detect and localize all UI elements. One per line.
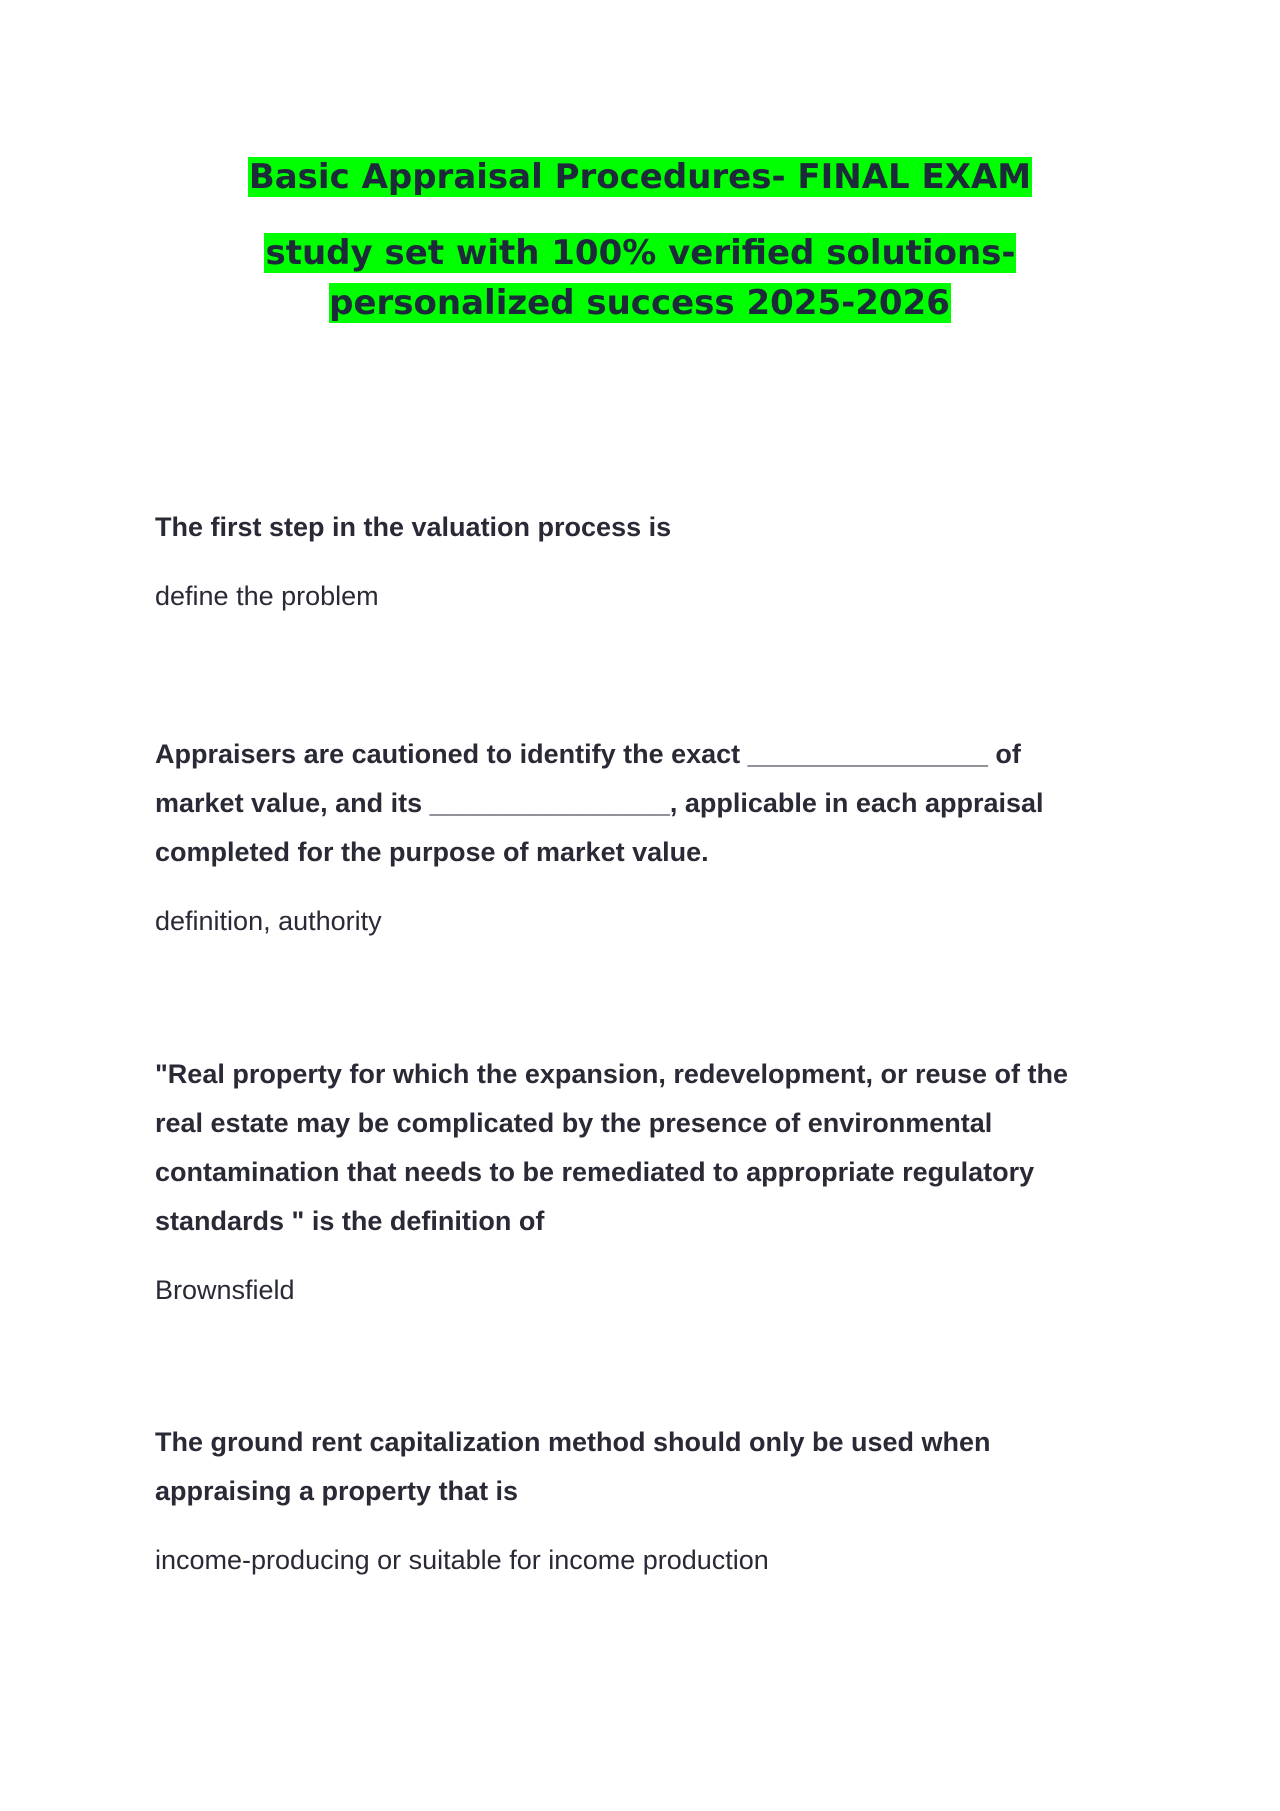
document-title-text: Basic Appraisal Procedures- FINAL EXAM <box>248 157 1032 197</box>
qa-item-3 <box>155 1050 1115 1308</box>
answer-3: Brownsfield <box>155 1275 295 1305</box>
qa-item-2 <box>155 730 1115 939</box>
question-2: Appraisers are cautioned to identify the exact ________________ of market value, and its ________________, applicable in each appraisal completed for the purpose of market value. <box>155 739 1044 867</box>
title-block <box>150 152 1130 328</box>
document-title <box>150 152 1130 202</box>
qa-item-4 <box>155 1418 1115 1578</box>
answer-1: define the problem <box>155 581 379 611</box>
question-1: The first step in the valuation process is <box>155 512 672 542</box>
answer-4: income-producing or suitable for income production <box>155 1545 769 1575</box>
document-subtitle <box>150 228 1130 328</box>
question-4: The ground rent capitalization method should only be used when appraising a property that is <box>155 1427 991 1506</box>
document-subtitle-text: study set with 100% verified solutions-personalized success 2025-2026 <box>265 233 1016 323</box>
question-3: "Real property for which the expansion, redevelopment, or reuse of the real estate may be complicated by the presence of environmental contamination that needs to be remediated to appropriate regulatory standards " is the definition of <box>155 1059 1068 1236</box>
answer-2: definition, authority <box>155 906 382 936</box>
qa-item-1 <box>155 503 1115 614</box>
